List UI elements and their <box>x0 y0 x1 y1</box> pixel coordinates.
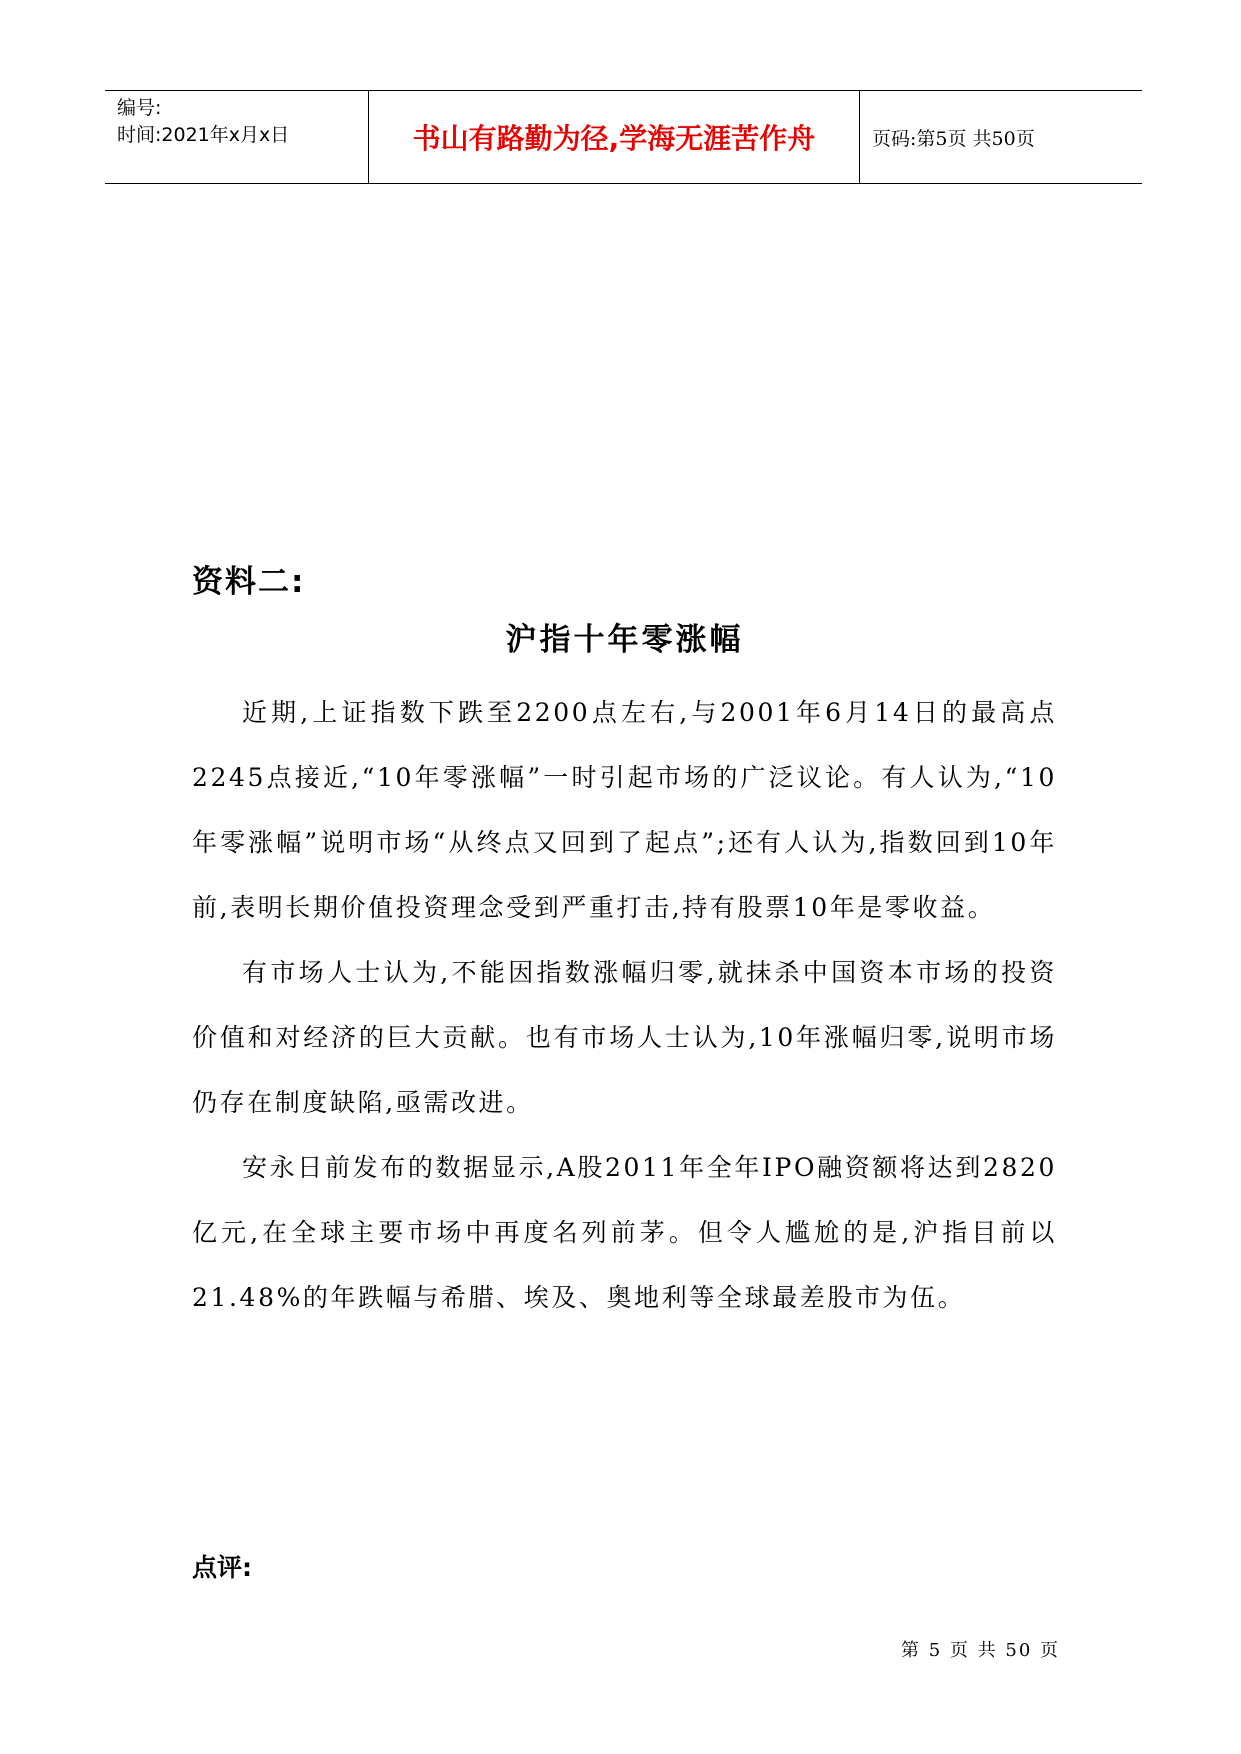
comment-label: 点评: <box>192 1553 252 1582</box>
paragraph-2: 有市场人士认为,不能因指数涨幅归零,就抹杀中国资本市场的投资价值和对经济的巨大贡献。也有市场人士认为,10年涨幅归零,说明市场仍存在制度缺陷,亟需改进。 <box>192 958 1057 1117</box>
article-body <box>192 680 1057 1330</box>
document-number-label: 编号: <box>117 97 162 119</box>
page-header <box>105 90 1142 184</box>
header-page-info: 页码:第5页 共50页 <box>872 127 1035 150</box>
section-title: 资料二: <box>192 564 306 600</box>
header-motto: 书山有路勤为径,学海无涯苦作舟 <box>369 91 860 183</box>
document-time-label: 时间:2021年x月x日 <box>117 124 290 146</box>
page-footer: 第 5 页 共 50 页 <box>901 1640 1060 1661</box>
header-meta <box>105 91 369 183</box>
paragraph-1: 近期,上证指数下跌至2200点左右,与2001年6月14日的最高点2245点接近,“10年零涨幅”一时引起市场的广泛议论。有人认为,“10年零涨幅”说明市场“从终点又回到了起点”;还有人认为,指数回到10年前,表明长期价值投资理念受到严重打击,持有股票10年是零收益。 <box>192 698 1057 922</box>
paragraph-3: 安永日前发布的数据显示,A股2011年全年IPO融资额将达到2820亿元,在全球主要市场中再度名列前茅。但令人尴尬的是,沪指目前以21.48%的年跌幅与希腊、埃及、奥地利等全球最差股市为伍。 <box>192 1153 1057 1312</box>
article-title: 沪指十年零涨幅 <box>505 622 744 658</box>
